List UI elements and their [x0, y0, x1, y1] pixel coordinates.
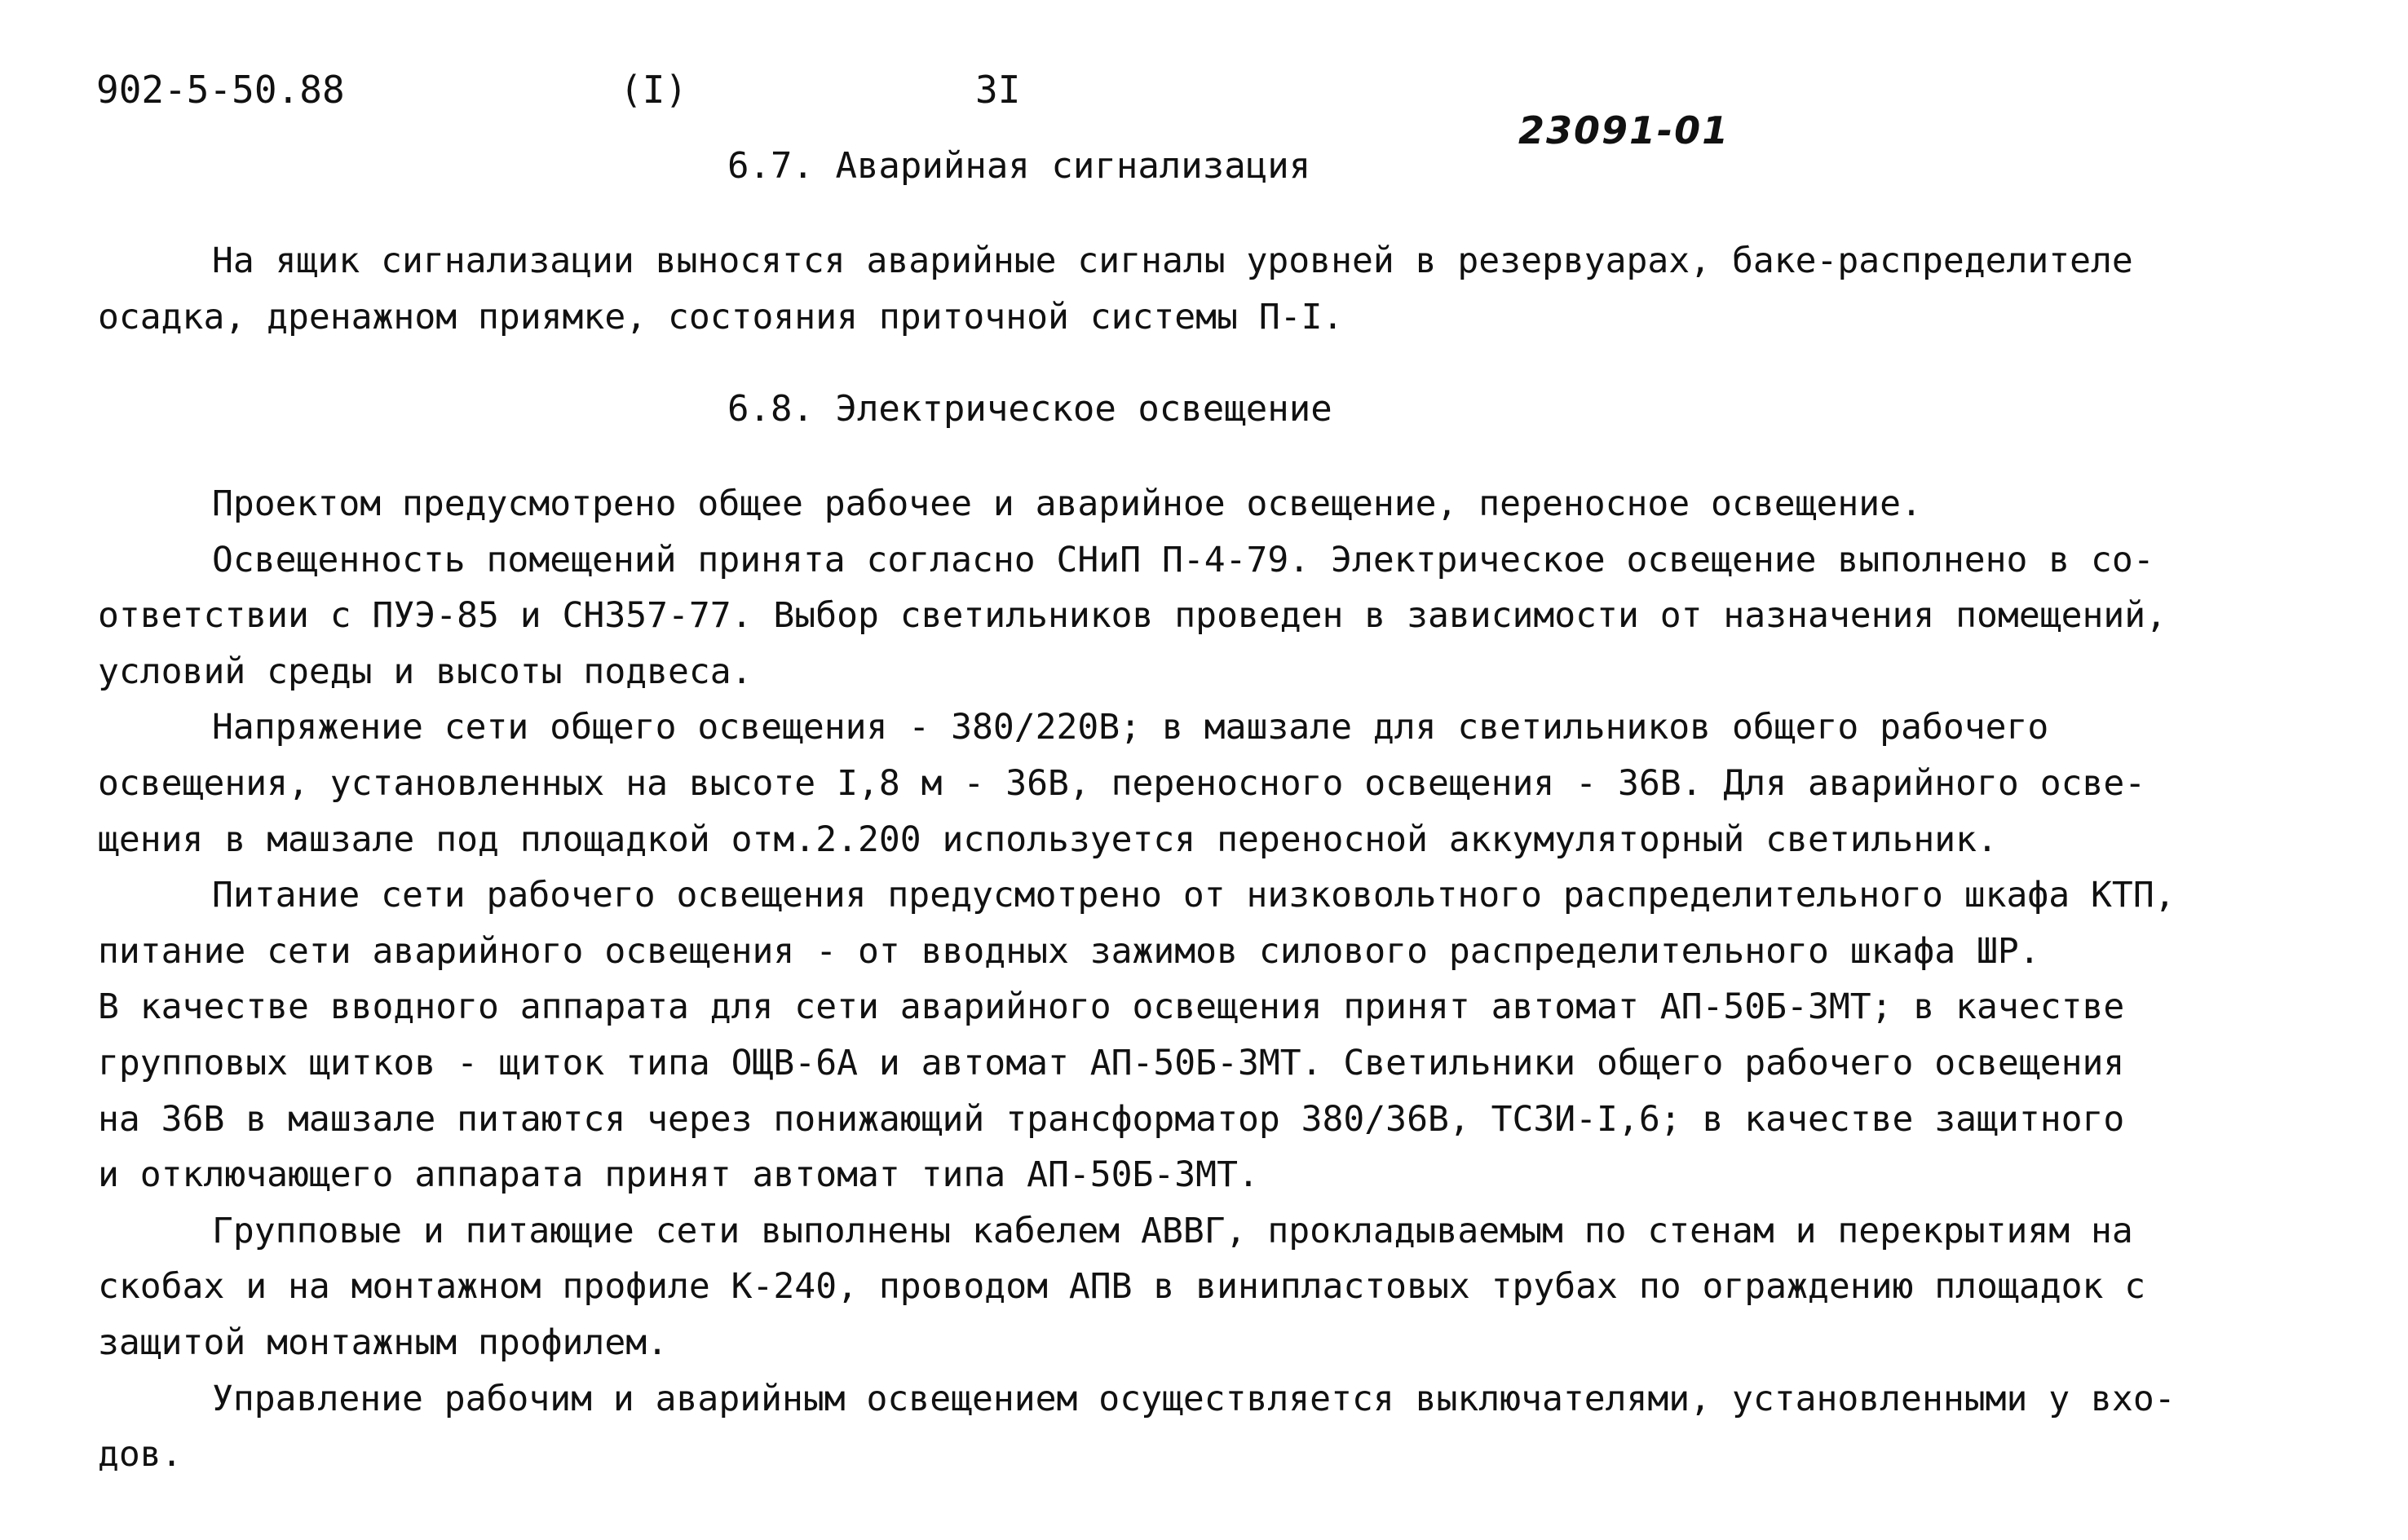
- text-line: групповых щитков - щиток типа ОЩВ-6А и автомат АП-50Б-3МТ. Светильники общего рабочего освещения: [98, 1042, 2125, 1083]
- section-6-8-title: 6.8. Электрическое освещение: [727, 388, 1332, 430]
- text-line: Напряжение сети общего освещения - 380/220В; в машзале для светильников общего рабочего: [212, 707, 2049, 748]
- text-line: осадка, дренажном приямке, состояния приточной системы П-I.: [98, 296, 1344, 338]
- text-line: защитой монтажным профилем.: [98, 1322, 668, 1363]
- text-line: Групповые и питающие сети выполнены кабелем АВВГ, прокладываемым по стенам и перекрытиям на: [212, 1210, 2133, 1251]
- text-line: условий среды и высоты подвеса.: [98, 651, 753, 692]
- part-number: (I): [620, 68, 688, 112]
- section-6-8-body: [98, 476, 2316, 1483]
- section-6-7-body: [98, 233, 2316, 345]
- text-line: и отключающего аппарата принят автомат типа АП-50Б-3МТ.: [98, 1154, 1259, 1196]
- text-line: Управление рабочим и аварийным освещением осуществляется выключателями, установленными у вхо-: [212, 1378, 2176, 1419]
- text-line: освещения, установленных на высоте I,8 м - 36В, переносного освещения - 36В. Для аварийного осве-: [98, 762, 2146, 804]
- text-line: скобах и на монтажном профиле К-240, проводом АПВ в винипластовых трубах по ограждению площадок с: [98, 1266, 2146, 1308]
- text-line: На ящик сигнализации выносятся аварийные сигналы уровней в резервуарах, баке-распределителе: [212, 240, 2133, 281]
- page-number: 3I: [975, 68, 1021, 112]
- text-line: Освещенность помещений принята согласно СНиП П-4-79. Электрическое освещение выполнено в со-: [212, 539, 2154, 580]
- text-line: Проектом предусмотрено общее рабочее и аварийное освещение, переносное освещение.: [212, 483, 1922, 524]
- text-line: питание сети аварийного освещения - от вводных зажимов силового распределительного шкафа ШР.: [98, 930, 2040, 972]
- text-line: Питание сети рабочего освещения предусмотрено от низковольтного распределительного шкафа КТП,: [212, 875, 2176, 916]
- handwritten-stamp-number: 23091-01: [1518, 108, 1730, 152]
- document-number: 902-5-50.88: [96, 68, 345, 112]
- text-line: щения в машзале под площадкой отм.2.200 используется переносной аккумуляторный светильник.: [98, 819, 1998, 860]
- text-line: ответствии с ПУЭ-85 и СН357-77. Выбор светильников проведен в зависимости от назначения помещений,: [98, 595, 2167, 637]
- text-line: В качестве вводного аппарата для сети аварийного освещения принят автомат АП-50Б-3МТ; в качестве: [98, 986, 2125, 1028]
- text-line: дов.: [98, 1434, 183, 1476]
- text-line: на 36В в машзале питаются через понижающий трансформатор 380/36В, ТСЗИ-I,6; в качестве защитного: [98, 1098, 2125, 1140]
- section-6-7-title: 6.7. Аварийная сигнализация: [727, 145, 1311, 187]
